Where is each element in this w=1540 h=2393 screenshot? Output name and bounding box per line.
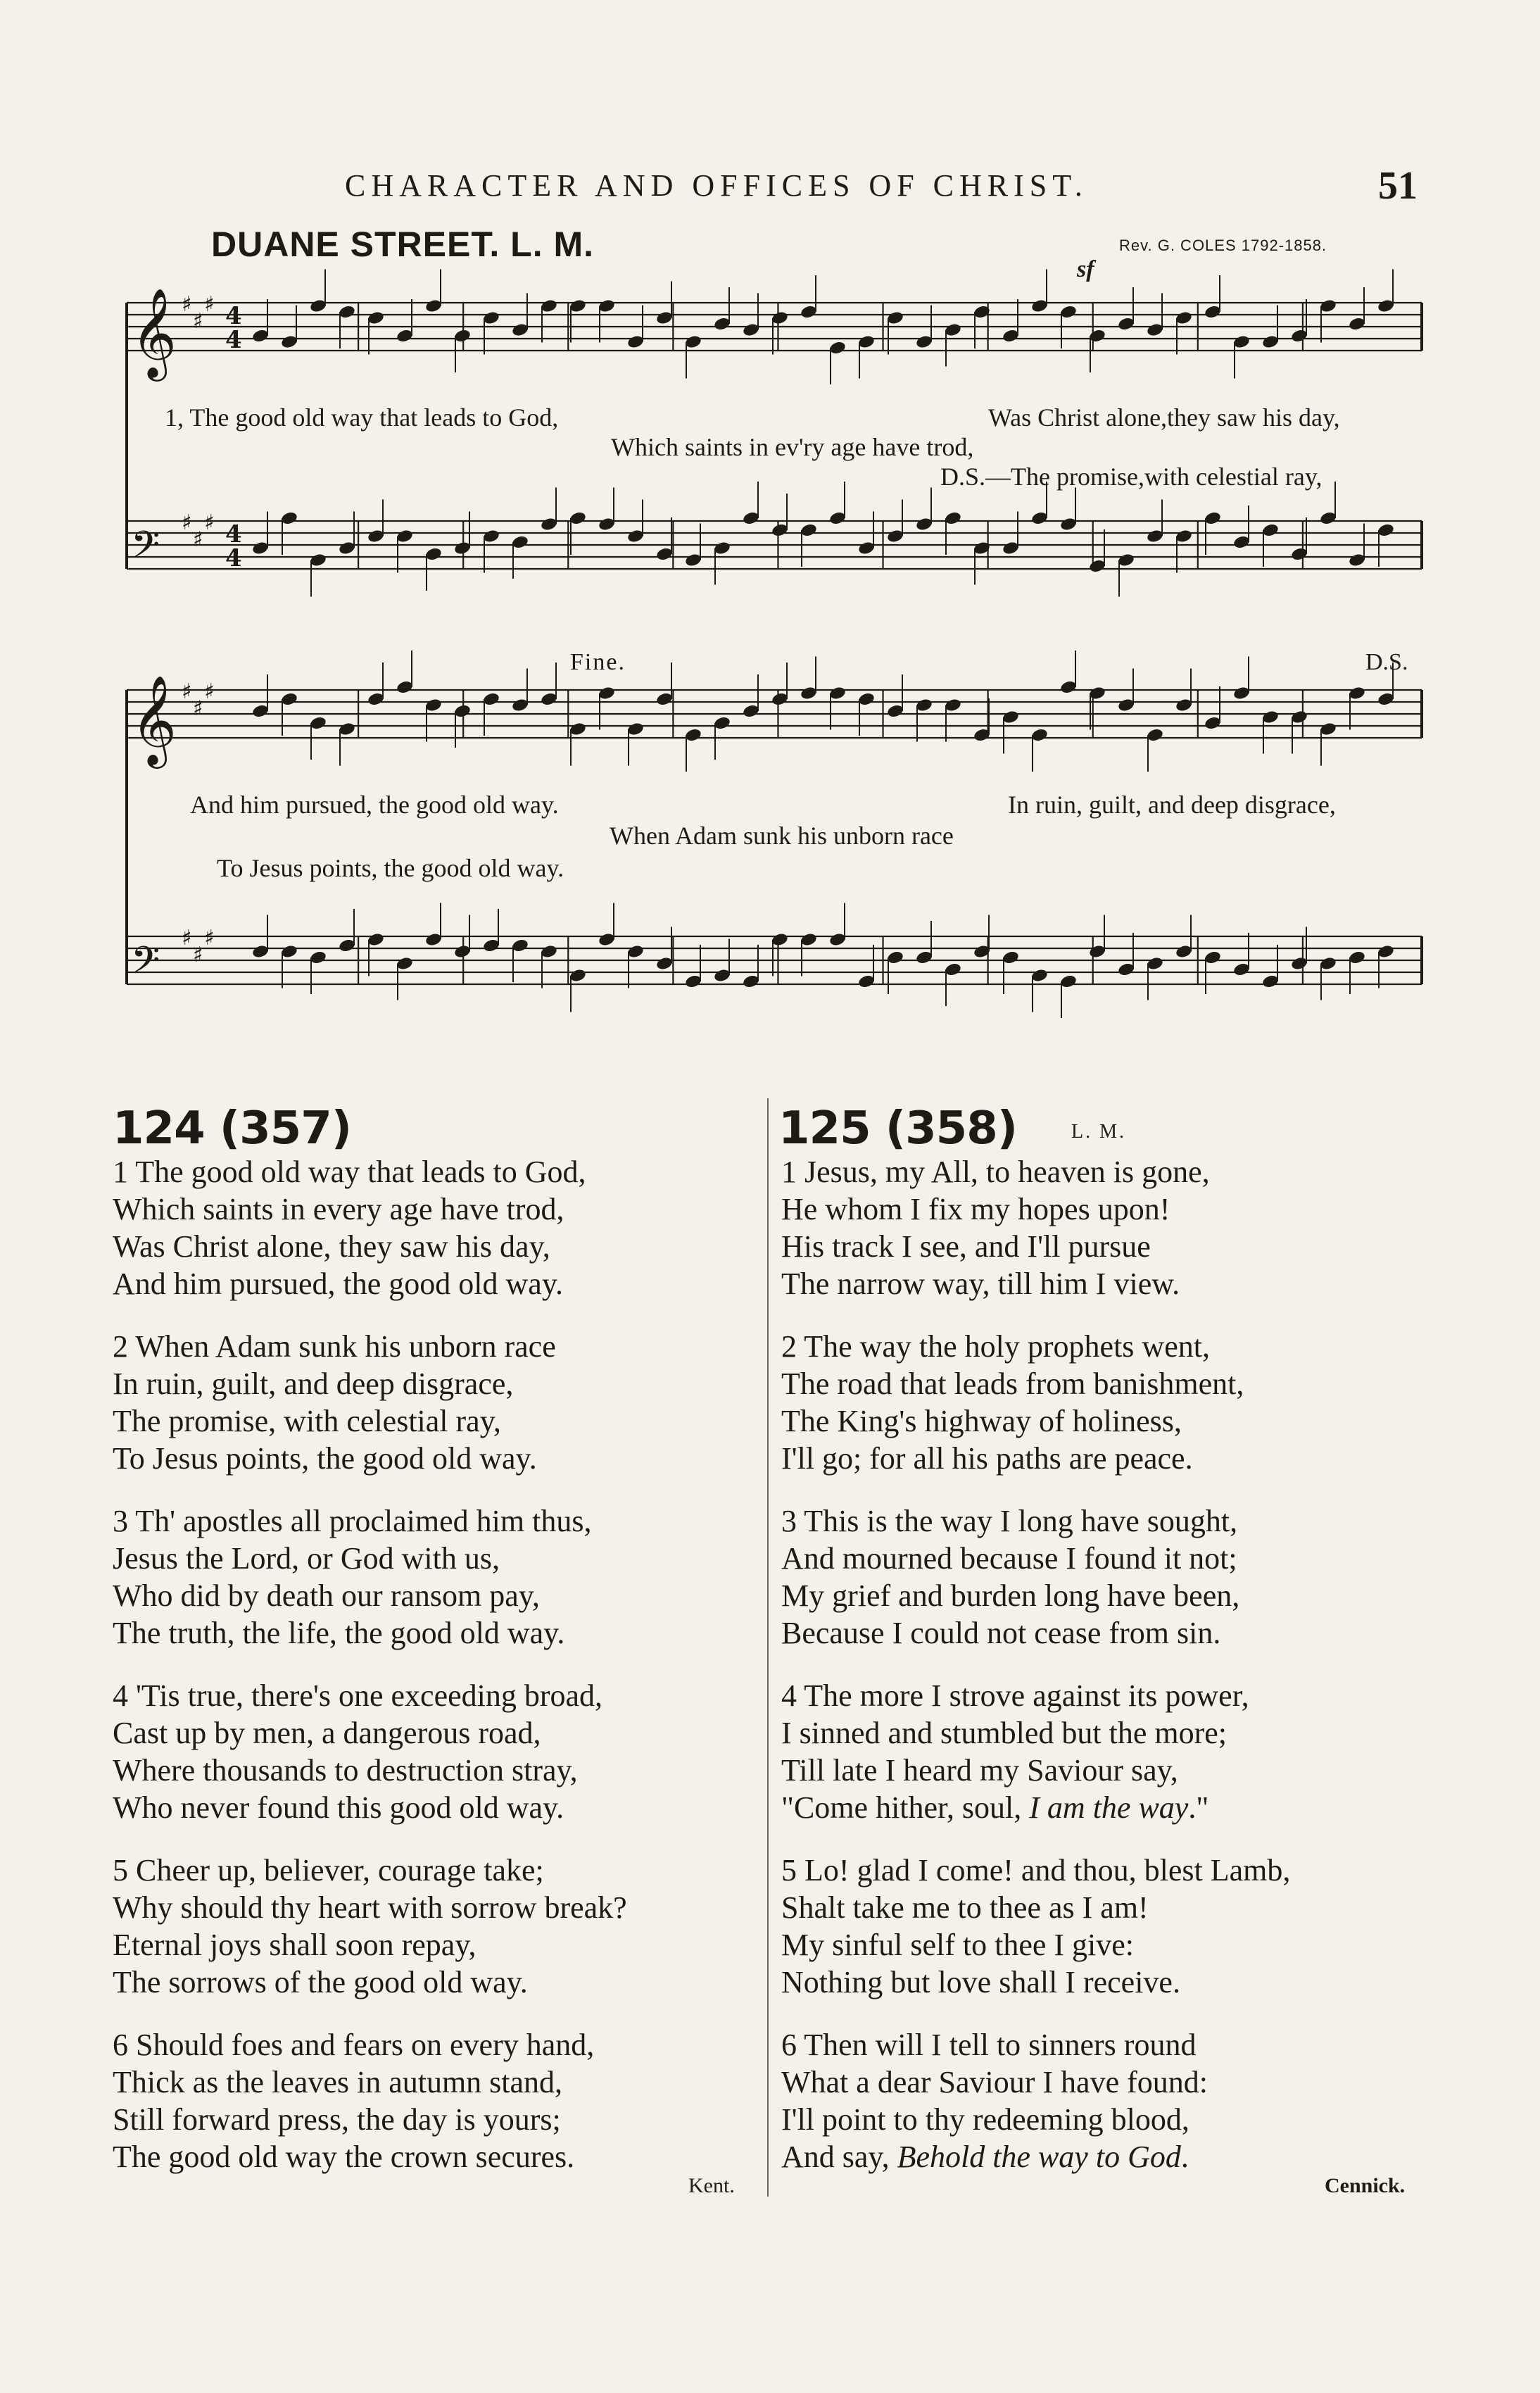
composer-credit: Rev. G. COLES 1792-1858.: [1119, 237, 1327, 254]
stanza-line: Who did by death our ransom pay,: [113, 1578, 540, 1613]
stanza-line: His track I see, and I'll pursue: [781, 1229, 1151, 1264]
stanza-line: Nothing but love shall I receive.: [781, 1965, 1180, 1999]
stanza-5: [113, 1852, 627, 2001]
sharp-icon: ♯: [182, 292, 192, 317]
lyric-line-6: When Adam sunk his unborn race: [610, 822, 954, 850]
stanza-line: Shalt take me to thee as I am!: [781, 1890, 1149, 1925]
hymn-number-124: 124 (357): [113, 1103, 351, 1155]
lyric-line-ds-2: To Jesus points, the good old way.: [217, 854, 564, 882]
stanza-line: I sinned and stumbled but the more;: [781, 1716, 1227, 1750]
lyric-line-4: And him pursued, the good old way.: [190, 791, 559, 819]
stanza-line: Thick as the leaves in autumn stand,: [113, 2065, 563, 2099]
treble-clef-icon: 𝄞: [131, 674, 177, 765]
fine-label: Fine.: [570, 649, 626, 675]
stanza-line: Because I could not cease from sin.: [781, 1616, 1221, 1650]
sharp-icon: ♯: [204, 679, 215, 704]
sharp-icon: ♯: [204, 292, 215, 317]
stanza-line: 3 This is the way I long have sought,: [781, 1504, 1238, 1538]
stanza-text-part: .: [1180, 2140, 1189, 2174]
bass-clef-icon: 𝄢: [131, 524, 160, 576]
stanza-6: [781, 2026, 1208, 2175]
sharp-icon: ♯: [193, 309, 203, 334]
stanza-6: [113, 2026, 594, 2175]
stanza-line: The King's highway of holiness,: [781, 1404, 1182, 1438]
running-title: CHARACTER AND OFFICES OF CHRIST.: [345, 168, 1088, 203]
stanza-line: Who never found this good old way.: [113, 1790, 564, 1825]
italic-phrase: I am the way: [1029, 1790, 1189, 1825]
stanza-line: The narrow way, till him I view.: [781, 1267, 1180, 1301]
hymn-124-author: Kent.: [688, 2174, 735, 2197]
stanza-line: Eternal joys shall soon repay,: [113, 1928, 476, 1962]
stanza-line: 3 Th' apostles all proclaimed him thus,: [113, 1504, 592, 1538]
column-divider: [767, 1098, 769, 2197]
stanza-line: Cast up by men, a dangerous road,: [113, 1716, 541, 1750]
stanza-line: He whom I fix my hopes upon!: [781, 1192, 1170, 1226]
lyric-line-ds: D.S.—The promise,with celestial ray,: [940, 463, 1323, 491]
lyric-line-1: 1, The good old way that leads to God,: [165, 403, 559, 432]
stanza-line: 6 Should foes and fears on every hand,: [113, 2028, 595, 2062]
stanza-line: 1 Jesus, my All, to heaven is gone,: [781, 1155, 1210, 1189]
stanza-line: 5 Cheer up, believer, courage take;: [113, 1853, 544, 1888]
stanza-line: What a dear Saviour I have found:: [781, 2065, 1208, 2099]
stanza-line: The promise, with celestial ray,: [113, 1404, 501, 1438]
stanza-line: The good old way the crown secures.: [113, 2140, 575, 2174]
stanza-line: 4 The more I strove against its power,: [781, 1678, 1249, 1713]
stanza-line: I'll go; for all his paths are peace.: [781, 1441, 1193, 1476]
sharp-icon: ♯: [182, 926, 192, 950]
stanza-line: My sinful self to thee I give:: [781, 1928, 1135, 1962]
page-number: 51: [1378, 164, 1418, 208]
time-signature-bottom: 4: [225, 544, 242, 572]
stanza-2: [781, 1328, 1244, 1477]
sharp-icon: ♯: [204, 510, 215, 535]
stanza-line: Was Christ alone, they saw his day,: [113, 1229, 550, 1264]
stanza-line: 4 'Tis true, there's one exceeding broad,: [113, 1678, 603, 1713]
hymn-number-125: 125 (358): [778, 1103, 1017, 1155]
lyric-line-3: Which saints in ev'ry age have trod,: [611, 433, 974, 461]
tune-name: DUANE STREET. L. M.: [211, 225, 595, 264]
stanza-line: The truth, the life, the good old way.: [113, 1616, 565, 1650]
dynamic-mark-sf: sf: [1077, 256, 1094, 282]
stanza-line: Jesus the Lord, or God with us,: [113, 1541, 500, 1576]
stanza-line: I'll point to thy redeeming blood,: [781, 2102, 1189, 2137]
stanza-text-part: .": [1188, 1790, 1209, 1825]
stanza-2: [113, 1328, 556, 1477]
lyric-line-2: Was Christ alone,they saw his day,: [988, 403, 1340, 432]
hymn-125-author: Cennick.: [1325, 2174, 1406, 2197]
stanza-line: And mourned because I found it not;: [781, 1541, 1237, 1576]
italic-phrase: Behold the way to God: [897, 2140, 1181, 2174]
sharp-icon: ♯: [193, 943, 203, 967]
stanza-1: [781, 1153, 1210, 1302]
stanza-line: Where thousands to destruction stray,: [113, 1753, 578, 1788]
ds-label: D.S.: [1365, 649, 1408, 675]
stanza-3: [781, 1502, 1239, 1652]
time-signature-bottom: 4: [225, 326, 242, 354]
stanza-line: [781, 1789, 1249, 1826]
stanza-line: [781, 2138, 1208, 2175]
stanza-line: And him pursued, the good old way.: [113, 1267, 563, 1301]
stanza-1: [113, 1153, 586, 1302]
sharp-icon: ♯: [182, 679, 192, 704]
stanza-line: To Jesus points, the good old way.: [113, 1441, 537, 1476]
stanza-line: 6 Then will I tell to sinners round: [781, 2028, 1197, 2062]
stanza-line: In ruin, guilt, and deep disgrace,: [113, 1367, 514, 1401]
stanza-text-part: And say,: [781, 2140, 897, 2174]
stanza-line: My grief and burden long have been,: [781, 1578, 1240, 1613]
stanza-text-part: "Come hither, soul,: [781, 1790, 1030, 1825]
treble-clef-icon: 𝄞: [131, 287, 177, 377]
sharp-icon: ♯: [204, 926, 215, 950]
stanza-3: [113, 1502, 591, 1652]
stanza-line: Still forward press, the day is yours;: [113, 2102, 561, 2137]
stanza-line: 2 When Adam sunk his unborn race: [113, 1329, 556, 1364]
stanza-line: The road that leads from banishment,: [781, 1367, 1244, 1401]
sharp-icon: ♯: [193, 696, 203, 721]
lyric-line-5: In ruin, guilt, and deep disgrace,: [1008, 791, 1336, 819]
sharp-icon: ♯: [182, 510, 192, 535]
stanza-4: [781, 1677, 1249, 1826]
music-score: [113, 260, 1436, 1077]
stanza-line: 5 Lo! glad I come! and thou, blest Lamb,: [781, 1853, 1291, 1888]
stanza-5: [781, 1852, 1290, 2001]
hymn-125-meter: L. M.: [1071, 1121, 1126, 1143]
stanza-4: [113, 1677, 602, 1826]
stanza-line: 2 The way the holy prophets went,: [781, 1329, 1210, 1364]
bass-clef-icon: 𝄢: [131, 939, 160, 991]
stanza-line: Till late I heard my Saviour say,: [781, 1753, 1178, 1788]
stanza-line: The sorrows of the good old way.: [113, 1965, 528, 1999]
time-signature-top: 4: [225, 520, 242, 548]
sharp-icon: ♯: [193, 527, 203, 552]
stanza-line: Why should thy heart with sorrow break?: [113, 1890, 627, 1925]
time-signature-top: 4: [225, 302, 242, 330]
stanza-line: Which saints in every age have trod,: [113, 1192, 564, 1226]
stanza-line: 1 The good old way that leads to God,: [113, 1155, 586, 1189]
